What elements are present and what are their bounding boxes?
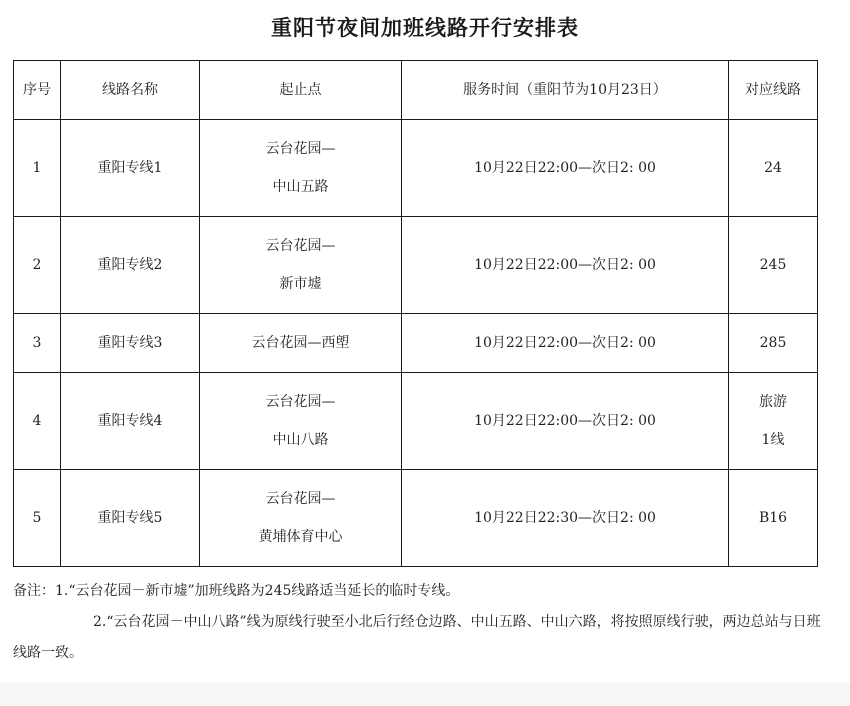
cell-stops [200,120,402,217]
page-title: 重阳节夜间加班线路开行安排表 [271,15,579,40]
stops-line: 云台花园— [265,238,336,254]
stops-line: 新市墟 [279,276,322,292]
table-row [14,373,818,470]
cell-stops: 云台花园—西塱 [200,314,402,373]
note-1: 备注：1.“云台花园－新市墟”加班线路为245线路适当延长的临时专线。 [13,583,460,599]
cell-no: 4 [14,373,61,470]
header-stops: 起止点 [200,61,402,120]
table-row [14,120,818,217]
table-header-row [14,61,818,120]
cell-corresponding-route: 245 [729,217,818,314]
stops-line: 云台花园— [265,394,336,410]
stops-line: 云台花园— [265,141,336,157]
cell-corresponding-route: B16 [729,470,818,567]
notes-section [13,576,821,669]
schedule-table [13,60,818,567]
cell-no: 5 [14,470,61,567]
page-bottom-band [0,683,850,706]
cell-route-name: 重阳专线2 [61,217,200,314]
note-2: 2.“云台花园－中山八路”线为原线行驶至小北后行经仓边路、中山五路、中山六路，将按照原线行驶，两边总站与日班线路一致。 [13,614,821,661]
header-no: 序号 [14,61,61,120]
header-service-time: 服务时间（重阳节为10月23日） [402,61,729,120]
cell-route-name: 重阳专线3 [61,314,200,373]
cell-stops [200,470,402,567]
cell-service-time: 10月22日22:00—次日2: 00 [402,217,729,314]
table-row [14,217,818,314]
stops-line: 中山八路 [272,432,329,448]
stops-line: 黄埔体育中心 [258,529,343,545]
header-corresponding-route: 对应线路 [729,61,818,120]
cell-route-name: 重阳专线4 [61,373,200,470]
cell-route-name: 重阳专线5 [61,470,200,567]
cell-stops [200,373,402,470]
cell-service-time: 10月22日22:00—次日2: 00 [402,373,729,470]
route-line: 1线 [761,432,785,448]
cell-corresponding-route: 285 [729,314,818,373]
cell-corresponding-route [729,373,818,470]
cell-service-time: 10月22日22:00—次日2: 00 [402,314,729,373]
stops-line: 云台花园— [265,491,336,507]
cell-no: 2 [14,217,61,314]
cell-no: 1 [14,120,61,217]
stops-line: 中山五路 [272,179,329,195]
table-row [14,470,818,567]
cell-route-name: 重阳专线1 [61,120,200,217]
cell-no: 3 [14,314,61,373]
table-row [14,314,818,373]
header-route-name: 线路名称 [61,61,200,120]
cell-stops [200,217,402,314]
route-line: 旅游 [759,394,787,410]
cell-corresponding-route: 24 [729,120,818,217]
cell-service-time: 10月22日22:00—次日2: 00 [402,120,729,217]
cell-service-time: 10月22日22:30—次日2: 00 [402,470,729,567]
